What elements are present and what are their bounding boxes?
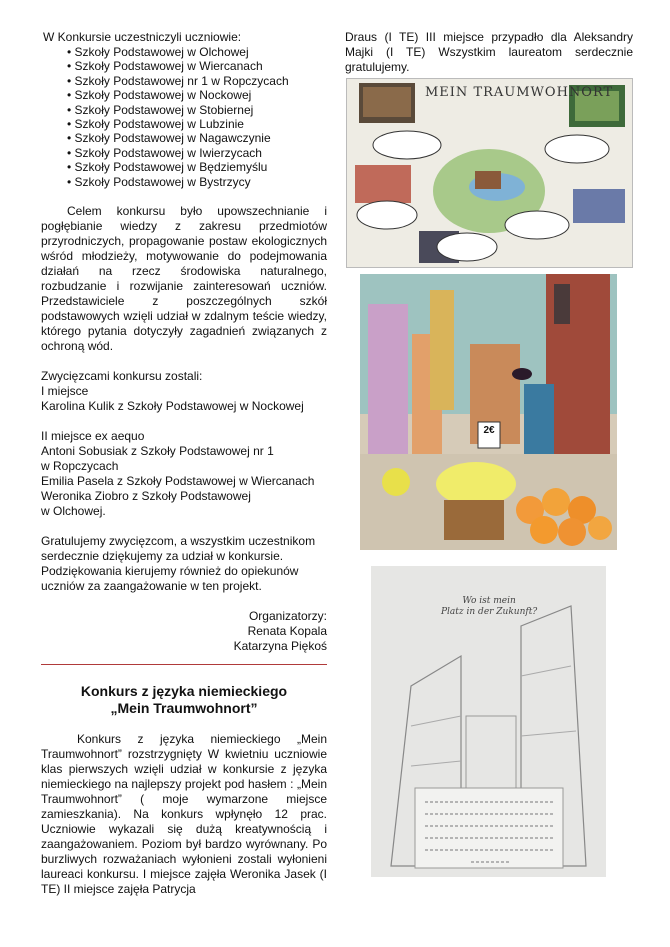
list-item: • Szkoły Podstawowej w Iwierzycach [67,146,327,160]
sketch-title-line: Wo ist mein [462,596,516,606]
price-sign: 2€ [483,425,495,436]
second-place-winner-1-town: w Ropczycach [41,459,119,474]
poster-illustration [347,79,632,267]
continuation-paragraph: Draus (I TE) III miejsce przypadło dla Aleksandry Majki (I TE) Wszystkim laureatom serdecznie gratulujemy. [345,30,633,74]
second-place-winner-2: Emilia Pasela z Szkoły Podstawowej w Wiercanach [41,474,315,489]
list-item: • Szkoły Podstawowej nr 1 w Ropczycach [67,74,327,88]
organizers-label: Organizatorzy: [248,609,327,624]
second-place-winner-3-town: w Olchowej. [41,504,106,519]
sketch-photo [371,566,606,877]
list-item: • Szkoły Podstawowej w Wiercanach [67,59,327,73]
heading-line: „Mein Traumwohnort” [110,700,258,717]
list-item: • Szkoły Podstawowej w Lubzinie [67,117,327,131]
sketch-title-line: Platz in der Zukunft? [441,607,538,617]
german-contest-paragraph: Konkurs z języka niemieckiego „Mein Traumwohnort” rozstrzygnięty W kwietniu uczniowie klas pierwszych wzięli udział w konkursie z języka niemieckiego na najlepszy projekt pod hasłem : „Mein Traumwohnort” ( moje wymarzone miejsce zamieszkania). Na konkurs wpłynęło 12 prac. Uczniowie wykazali się dużą kreatywnością i zaangażowaniem. Poziom był bardzo wyrównany. Po burzliwych rozważaniach wyłonieni zostali wyłonieni laureaci konkursu. I miejsce zajęła Weronika Jasek (I TE) II miejsce zajęła Patrycja [41,732,327,897]
second-place-label: II miejsce ex aequo [41,429,145,444]
schools-list [41,45,327,189]
left-column [41,30,327,897]
town-drawing-illustration [360,274,617,550]
poster-photo [346,78,633,268]
section-divider [41,664,327,665]
list-item: • Szkoły Podstawowej w Olchowej [67,45,327,59]
drawing-photo [360,274,617,550]
thanks-paragraph: Gratulujemy zwycięzcom, a wszystkim uczestnikom serdecznie dziękujemy za udział w konkursie. Podziękowania kierujemy również do opiekunów uczniów za zaangażowanie w ten projekt. [41,534,316,594]
list-item: • Szkoły Podstawowej w Nagawczynie [67,131,327,145]
second-place-winner-1: Antoni Sobusiak z Szkoły Podstawowej nr 1 [41,444,274,459]
goal-paragraph: Celem konkursu było upowszechnianie i pogłębianie wiedzy z zakresu przedmiotów przyrodniczych, propagowanie postaw ekologicznych wśród młodzieży, motywowanie do podejmowania działań na rzecz środowiska naturalnego, rozbudzanie i rozwijanie zainteresowań uczniów. Przedstawiciele z poszczególnych szkół podstawowych wzięli udział w zdalnym teście wiedzy, którego pytania dotyczyły zagadnień związanych z ochroną wód. [41,204,327,354]
participants-intro: W Konkursie uczestniczyli uczniowie: [43,30,242,44]
list-item: • Szkoły Podstawowej w Będziemyślu [67,160,327,174]
winners-intro: Zwycięzcami konkursu zostali: [41,369,203,384]
list-item: • Szkoły Podstawowej w Bystrzycy [67,175,327,189]
right-column [345,30,633,75]
poster-title: MEIN TRAUMWOHNORT [425,85,614,100]
list-item: • Szkoły Podstawowej w Nockowej [67,88,327,102]
sketch-title [441,596,537,618]
section-heading [41,683,327,717]
heading-line: Konkurs z języka niemieckiego [80,683,288,700]
organizer-name: Renata Kopala [247,624,327,639]
first-place-label: I miejsce [41,384,89,399]
organizer-name: Katarzyna Piękoś [233,639,327,654]
second-place-winner-3: Weronika Ziobro z Szkoły Podstawowej [41,489,251,504]
list-item: • Szkoły Podstawowej w Stobiernej [67,103,327,117]
first-place-winner: Karolina Kulik z Szkoły Podstawowej w Nockowej [41,399,304,414]
